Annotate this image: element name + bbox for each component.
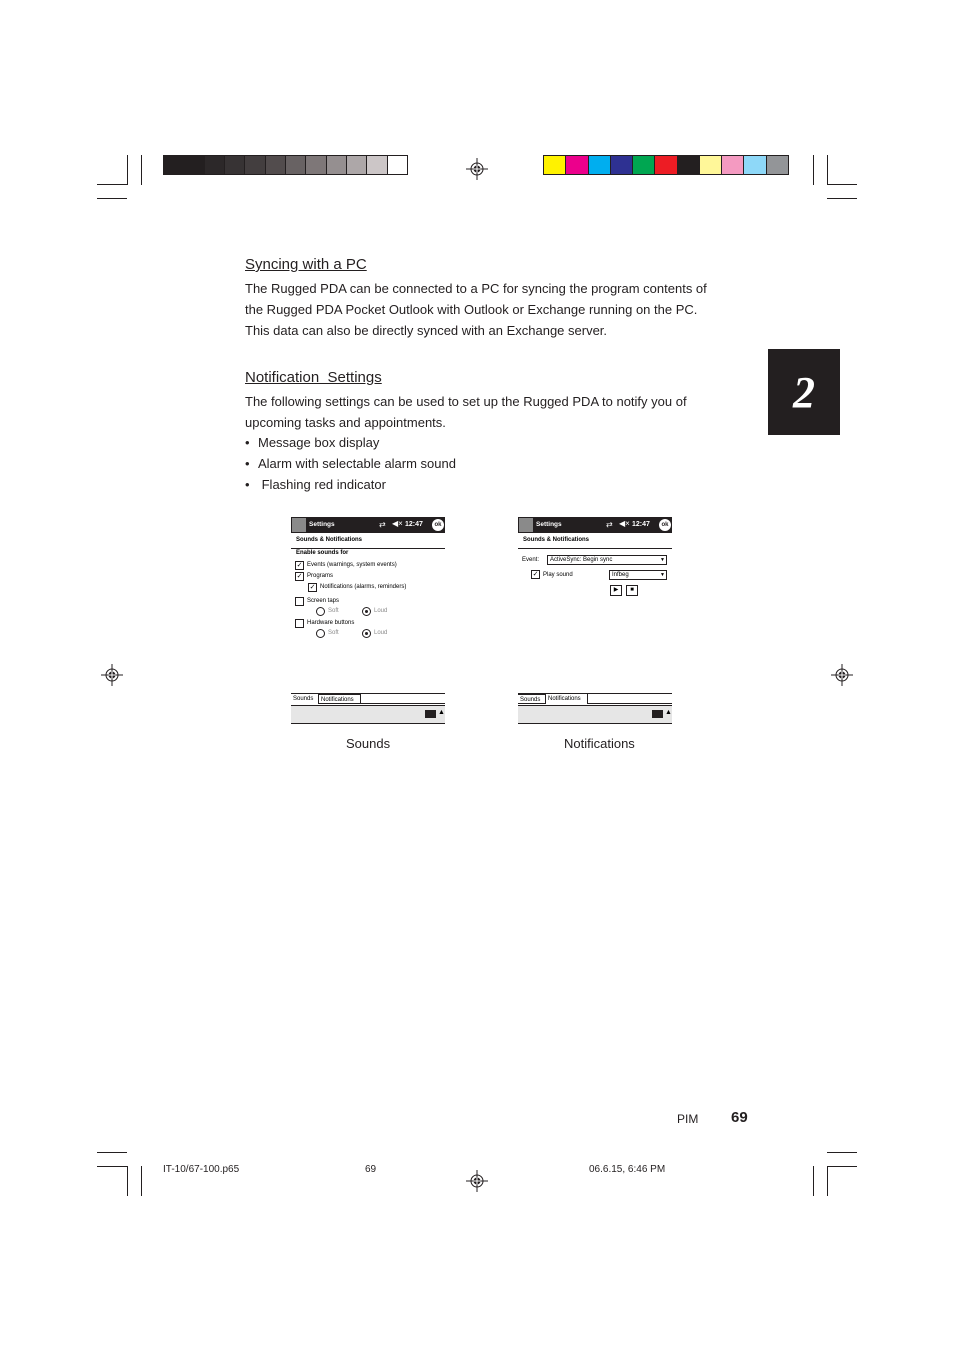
enable-label: Enable sounds for bbox=[296, 550, 349, 556]
programs-checkbox[interactable]: ✓ bbox=[296, 573, 303, 580]
screen-subtitle: Sounds & Notifications bbox=[523, 537, 589, 543]
color-swatch bbox=[766, 156, 788, 174]
loud-label: Loud bbox=[374, 608, 388, 614]
color-swatch bbox=[654, 156, 676, 174]
color-swatch bbox=[305, 156, 325, 174]
crop-mark bbox=[827, 1152, 857, 1153]
sound-dropdown[interactable] bbox=[609, 570, 667, 580]
menu-bar bbox=[291, 705, 445, 724]
hardware-soft-radio[interactable] bbox=[316, 629, 325, 638]
crop-mark bbox=[827, 1166, 828, 1196]
hardware-buttons-label: Hardware buttons bbox=[307, 620, 355, 626]
color-swatch bbox=[346, 156, 366, 174]
color-swatch bbox=[699, 156, 721, 174]
body-line: upcoming tasks and appointments. bbox=[245, 415, 446, 430]
list-item: • Message box display bbox=[245, 432, 456, 453]
notifications-label: Notifications (alarms, reminders) bbox=[320, 584, 407, 590]
color-swatch bbox=[326, 156, 346, 174]
crop-mark bbox=[827, 155, 828, 185]
tab-sounds[interactable]: Sounds bbox=[291, 694, 319, 704]
registration-mark-icon bbox=[466, 1170, 488, 1192]
body-line: The Rugged PDA can be connected to a PC for syncing the program contents of bbox=[245, 281, 707, 296]
color-swatch bbox=[677, 156, 699, 174]
crop-mark bbox=[827, 1166, 857, 1167]
chapter-tab bbox=[768, 349, 840, 435]
clock: 12:47 bbox=[405, 521, 423, 528]
soft-label: Soft bbox=[328, 608, 339, 614]
event-label: Event: bbox=[522, 557, 540, 563]
crop-mark bbox=[141, 1166, 142, 1196]
keyboard-icon[interactable] bbox=[652, 710, 663, 718]
notifications-checkbox[interactable]: ✓ bbox=[309, 584, 316, 591]
events-label: Events (warnings, system events) bbox=[307, 562, 397, 568]
chevron-down-icon: ▼ bbox=[660, 572, 665, 578]
crop-mark bbox=[97, 198, 127, 199]
crop-mark bbox=[827, 198, 857, 199]
play-sound-checkbox[interactable]: ✓ bbox=[532, 571, 539, 578]
color-swatch bbox=[743, 156, 765, 174]
footer-page: 69 bbox=[365, 1164, 377, 1175]
sound-value: Infbeg bbox=[612, 572, 629, 578]
ok-button[interactable]: ok bbox=[432, 519, 444, 531]
crop-mark bbox=[813, 1166, 814, 1196]
programs-label: Programs bbox=[307, 573, 334, 579]
color-swatch bbox=[285, 156, 305, 174]
body-line: This data can also be directly synced with an Exchange server. bbox=[245, 323, 608, 338]
stop-button[interactable]: ■ bbox=[626, 585, 638, 596]
color-swatch bbox=[366, 156, 386, 174]
screen-taps-checkbox[interactable] bbox=[295, 597, 304, 606]
hardware-loud-radio[interactable] bbox=[362, 629, 371, 638]
keyboard-icon[interactable] bbox=[425, 710, 436, 718]
registration-mark-icon bbox=[831, 664, 853, 686]
speaker-icon: ◀× bbox=[619, 519, 630, 528]
section-body-syncing bbox=[245, 278, 745, 341]
color-swatch bbox=[610, 156, 632, 174]
crop-mark bbox=[97, 1166, 127, 1167]
sounds-screenshot bbox=[291, 517, 445, 724]
input-arrow-icon[interactable]: ▲ bbox=[665, 709, 672, 716]
tab-strip bbox=[291, 693, 445, 705]
input-arrow-icon[interactable]: ▲ bbox=[438, 709, 445, 716]
chevron-down-icon: ▼ bbox=[660, 557, 665, 563]
section-body-notification bbox=[245, 391, 745, 433]
crop-mark bbox=[127, 155, 128, 185]
screen-subtitle: Sounds & Notifications bbox=[296, 537, 362, 543]
color-swatch bbox=[164, 156, 183, 174]
chapter-number: 2 bbox=[793, 367, 815, 417]
registration-mark-icon bbox=[466, 158, 488, 180]
tab-notifications[interactable]: Notifications bbox=[546, 694, 588, 704]
soft-label: Soft bbox=[328, 630, 339, 636]
tab-notifications[interactable]: Notifications bbox=[319, 694, 361, 704]
tab-strip bbox=[518, 693, 672, 705]
section-heading-syncing: Syncing with a PC bbox=[245, 256, 367, 273]
color-swatch bbox=[565, 156, 587, 174]
divider bbox=[291, 548, 445, 549]
speaker-icon: ◀× bbox=[392, 519, 403, 528]
windows-logo-icon bbox=[292, 518, 306, 532]
process-color-bar bbox=[543, 155, 789, 175]
crop-mark bbox=[97, 184, 127, 185]
ok-button[interactable]: ok bbox=[659, 519, 671, 531]
color-swatch bbox=[721, 156, 743, 174]
crop-mark bbox=[127, 1166, 128, 1196]
divider bbox=[518, 548, 672, 549]
screen-taps-loud-radio[interactable] bbox=[362, 607, 371, 616]
footer-date: 06.6.15, 6:46 PM bbox=[589, 1164, 666, 1175]
color-swatch bbox=[244, 156, 264, 174]
windows-logo-icon bbox=[519, 518, 533, 532]
screen-title: Settings bbox=[309, 521, 335, 528]
notifications-screenshot bbox=[518, 517, 672, 724]
grayscale-color-bar bbox=[163, 155, 408, 175]
sync-icon: ⇄ bbox=[379, 520, 386, 529]
registration-mark-icon bbox=[101, 664, 123, 686]
play-sound-label: Play sound bbox=[543, 572, 573, 578]
event-value: ActiveSync: Begin sync bbox=[550, 557, 613, 563]
color-swatch bbox=[204, 156, 224, 174]
color-swatch bbox=[632, 156, 654, 174]
color-swatch bbox=[183, 156, 203, 174]
menu-bar bbox=[518, 705, 672, 724]
tab-sounds[interactable]: Sounds bbox=[518, 694, 546, 704]
page-number: 69 bbox=[731, 1109, 748, 1126]
title-bar bbox=[518, 517, 672, 533]
events-checkbox[interactable]: ✓ bbox=[296, 562, 303, 569]
sounds-caption: Sounds bbox=[346, 736, 391, 751]
clock: 12:47 bbox=[632, 521, 650, 528]
section-heading-notification: Notification Settings bbox=[245, 369, 382, 386]
section-name: PIM bbox=[677, 1112, 699, 1126]
color-swatch bbox=[224, 156, 244, 174]
play-button[interactable]: ▶ bbox=[610, 585, 622, 596]
color-swatch bbox=[265, 156, 285, 174]
screen-title: Settings bbox=[536, 521, 562, 528]
crop-mark bbox=[827, 184, 857, 185]
color-swatch bbox=[544, 156, 565, 174]
body-line: The following settings can be used to set up the Rugged PDA to notify you of bbox=[245, 394, 687, 409]
title-bar bbox=[291, 517, 445, 533]
feature-list bbox=[245, 432, 456, 495]
color-swatch bbox=[588, 156, 610, 174]
body-line: the Rugged PDA Pocket Outlook with Outlook or Exchange running on the PC. bbox=[245, 302, 698, 317]
tab-strip-fill bbox=[361, 694, 445, 704]
crop-mark bbox=[97, 1152, 127, 1153]
crop-mark bbox=[813, 155, 814, 185]
sync-icon: ⇄ bbox=[606, 520, 613, 529]
hardware-buttons-checkbox[interactable] bbox=[295, 619, 304, 628]
loud-label: Loud bbox=[374, 630, 388, 636]
list-item: • Flashing red indicator bbox=[245, 474, 456, 495]
color-swatch bbox=[387, 156, 407, 174]
event-dropdown[interactable] bbox=[547, 555, 667, 565]
screen-taps-label: Screen taps bbox=[307, 598, 340, 604]
footer-file: IT-10/67-100.p65 bbox=[163, 1164, 240, 1175]
tab-strip-fill bbox=[588, 694, 672, 704]
notifications-caption: Notifications bbox=[564, 736, 635, 751]
list-item: • Alarm with selectable alarm sound bbox=[245, 453, 456, 474]
crop-mark bbox=[141, 155, 142, 185]
screen-taps-soft-radio[interactable] bbox=[316, 607, 325, 616]
